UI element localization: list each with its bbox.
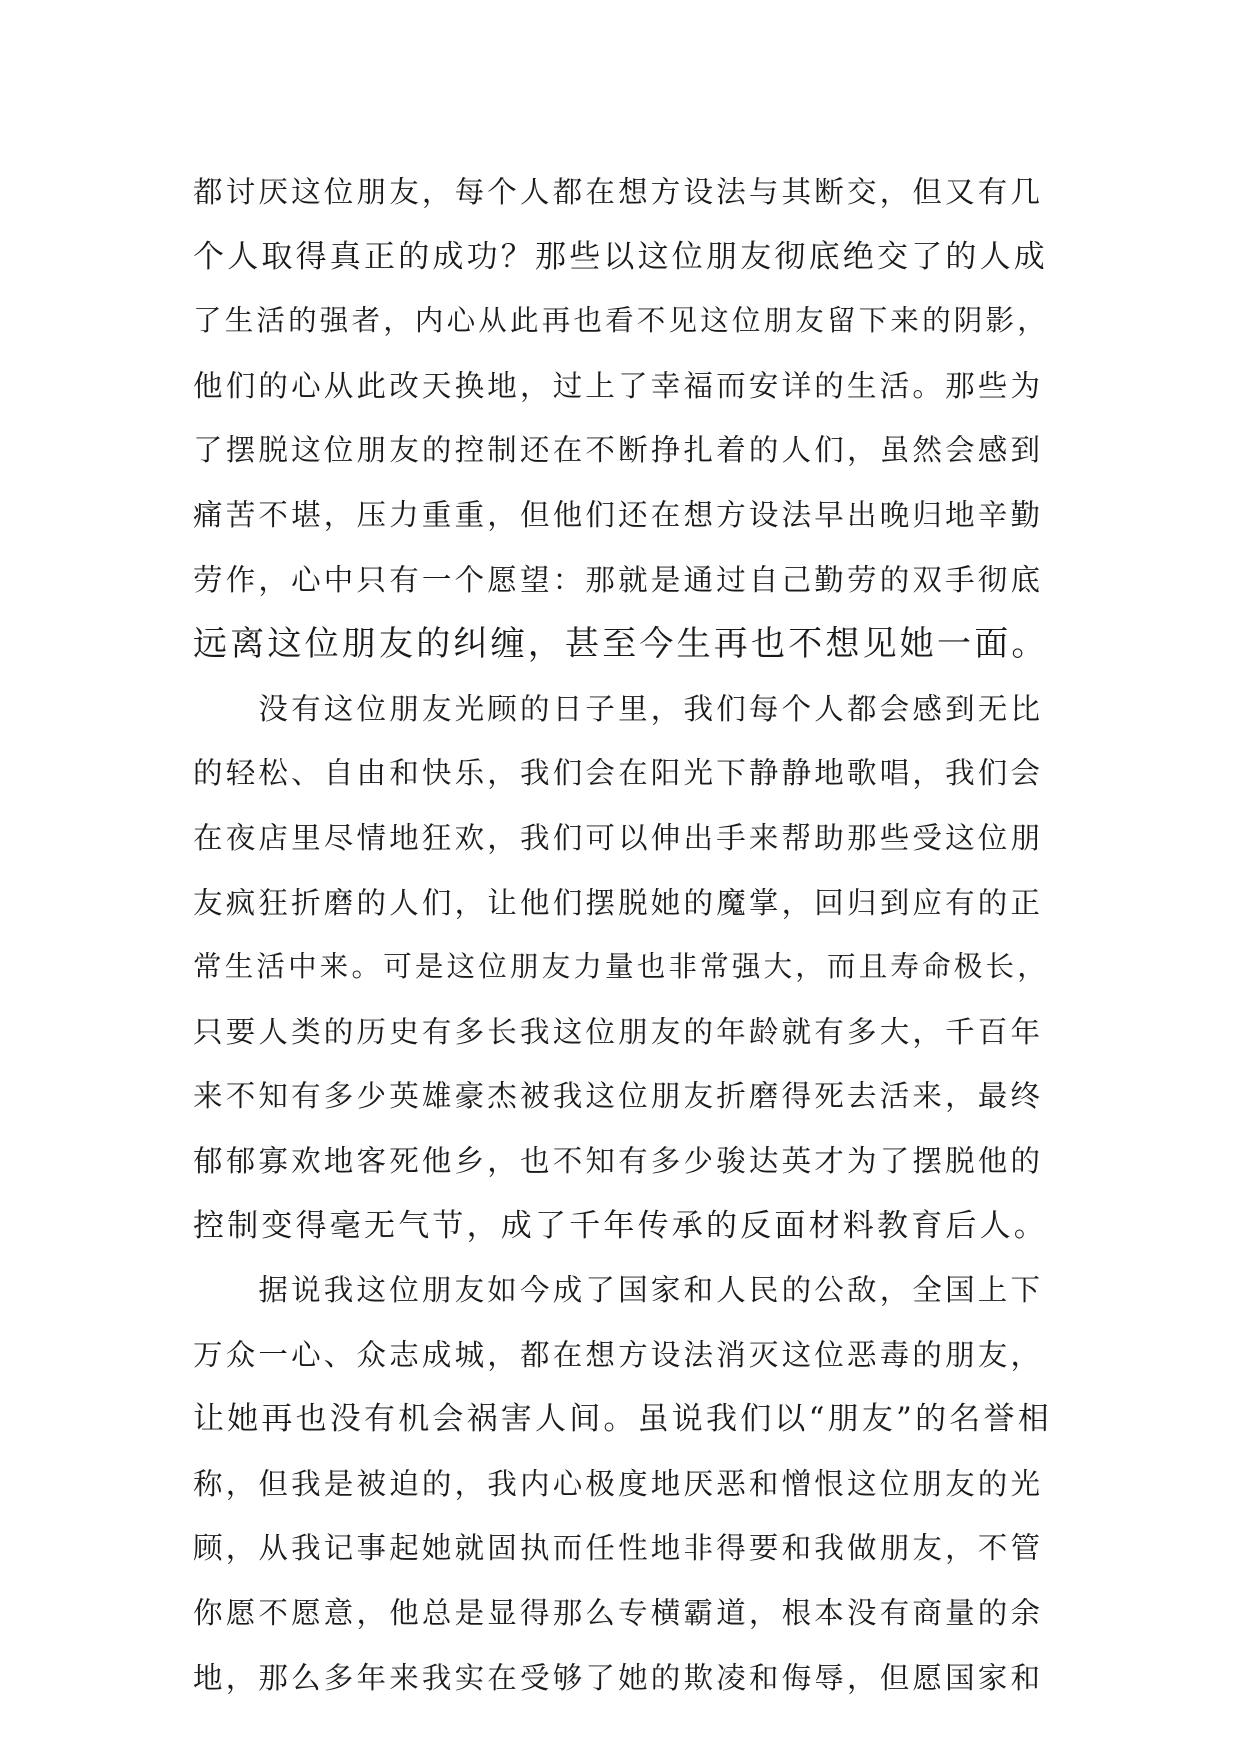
text-line: 都讨厌这位朋友，每个人都在想方设法与其断交，但又有几 [193,175,1044,209]
text-line: 万众一心、众志成城，都在想方设法消灭这位恶毒的朋友， [193,1337,1044,1372]
paragraph-start-line: 没有这位朋友光顾的日子里，我们每个人都会感到无比 [193,691,1044,726]
text-line: 了摆脱这位朋友的控制还在不断挣扎着的人们，虽然会感到 [193,433,1044,468]
text-line: 个人取得真正的成功？那些以这位朋友彻底绝交了的人成 [193,238,1048,275]
text-line: 他们的心从此改天换地，过上了幸福而安详的生活。那些为 [193,368,1044,403]
text-line: 的轻松、自由和快乐，我们会在阳光下静静地歌唱，我们会 [193,756,1044,791]
text-line: 友疯狂折磨的人们，让他们摆脱她的魔掌，回归到应有的正 [193,885,1044,920]
text-line: 郁郁寡欢地客死他乡，也不知有多少骏达英才为了摆脱他的 [193,1143,1044,1178]
text-line: 地，那么多年来我实在受够了她的欺凌和侮辱，但愿国家和 [193,1660,1044,1695]
text-line: 了生活的强者，内心从此再也看不见这位朋友留下来的阴影， [193,304,1049,338]
paragraph-start-line: 据说我这位朋友如今成了国家和人民的公敌，全国上下 [193,1273,1044,1308]
text-line: 远离这位朋友的纠缠，甚至今生再也不想见她一面。 [193,624,1049,665]
text-line: 称，但我是被迫的，我内心极度地厌恶和憎恨这位朋友的光 [193,1466,1044,1501]
text-line: 控制变得毫无气节，成了千年传承的反面材料教育后人。 [193,1207,1048,1244]
text-line: 你愿不愿意，他总是显得那么专横霸道，根本没有商量的余 [193,1596,1044,1631]
text-line: 让她再也没有机会祸害人间。虽说我们以“朋友”的名誉相 [193,1401,1052,1438]
text-line: 顾，从我记事起她就固执而任性地非得要和我做朋友，不管 [193,1531,1044,1566]
text-line: 痛苦不堪，压力重重，但他们还在想方设法早出晚归地辛勤 [193,497,1044,532]
text-line: 只要人类的历史有多长我这位朋友的年龄就有多大，千百年 [193,1014,1044,1049]
text-line: 常生活中来。可是这位朋友力量也非常强大，而且寿命极长， [193,950,1049,984]
text-line: 在夜店里尽情地狂欢，我们可以伸出手来帮助那些受这位朋 [193,820,1044,855]
text-line: 来不知有多少英雄豪杰被我这位朋友折磨得死去活来，最终 [193,1079,1044,1114]
body-text [193,160,1053,1710]
text-line: 劳作，心中只有一个愿望：那就是通过自己勤劳的双手彻底 [193,562,1044,597]
